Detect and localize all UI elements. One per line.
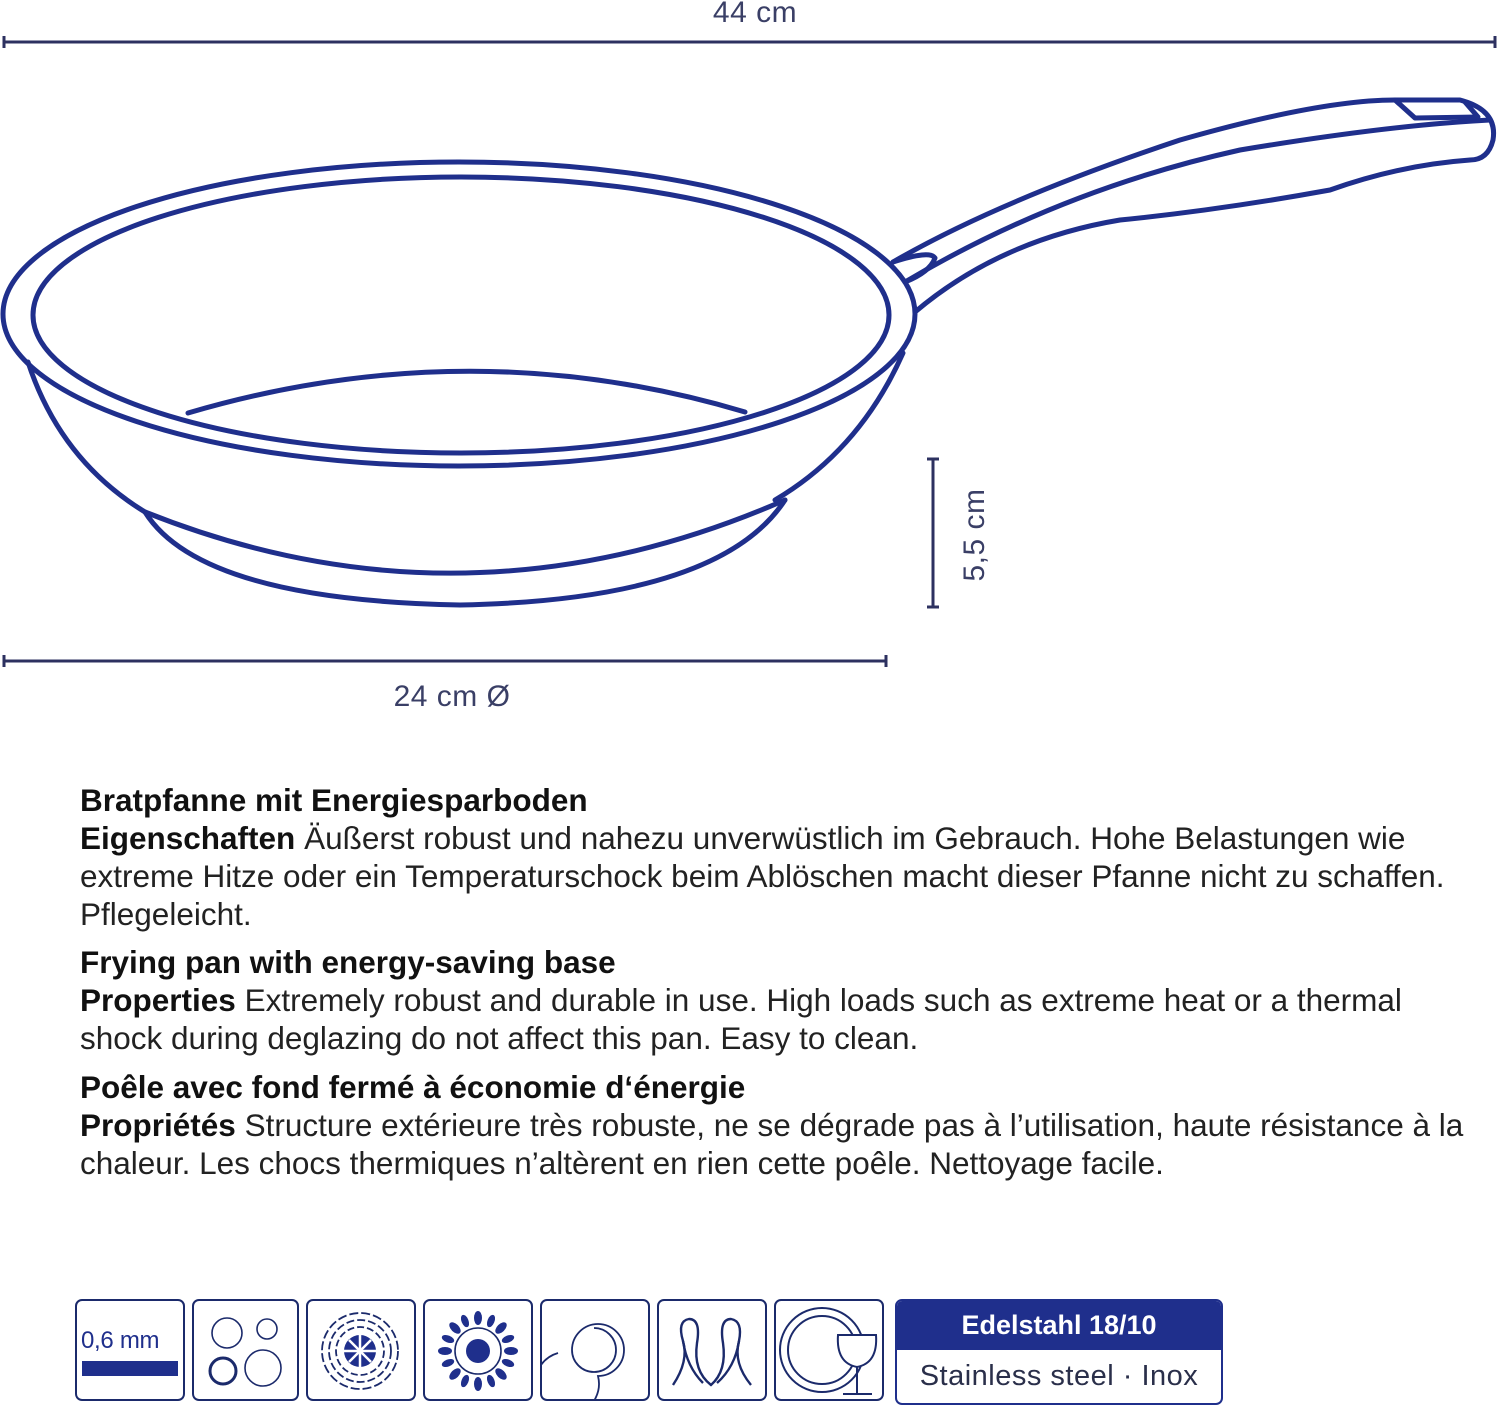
height-dimension-line [927, 459, 939, 607]
ceramic-hob-icon [306, 1299, 416, 1401]
title-german: Bratpfanne mit Energiesparboden [80, 782, 588, 818]
diameter-label: 24 cm Ø [393, 680, 511, 713]
dishwasher-safe-icon [774, 1299, 884, 1401]
diameter-dimension-line [4, 655, 886, 667]
properties-text-english: Extremely robust and durable in use. High loads such as extreme heat or a thermal shock during deglazing do not affect this pan. Easy to clean. [80, 982, 1402, 1056]
properties-label-german: Eigenschaften [80, 820, 296, 856]
base-thickness-icon [75, 1299, 185, 1401]
material-badge-title: Edelstahl 18/10 [897, 1301, 1221, 1350]
material-badge-subtitle: Stainless steel · Inox [919, 1360, 1199, 1392]
description-german [80, 781, 1480, 933]
properties-label-english: Properties [80, 982, 236, 1018]
title-french: Poêle avec fond fermé à économie d‘énergie [80, 1069, 746, 1105]
induction-hob-icon [540, 1299, 650, 1401]
halogen-hob-icon [657, 1299, 767, 1401]
properties-text-german: Äußerst robust und nahezu unverwüstlich im Gebrauch. Hohe Belastungen wie extreme Hitze oder ein Temperaturschock beim Ablöschen macht dieser Pfanne nicht zu schaffen. Pflegeleicht. [80, 820, 1445, 932]
title-english: Frying pan with energy-saving base [80, 944, 616, 980]
height-label [955, 480, 995, 590]
pan-outline [3, 100, 1494, 605]
properties-label-french: Propriétés [80, 1107, 236, 1143]
description-french [80, 1068, 1480, 1182]
height-label-text: 5,5 cm [958, 488, 991, 582]
width-dimension-line [4, 36, 1495, 48]
description-english [80, 943, 1480, 1057]
base-thickness-label: 0,6 mm [81, 1327, 160, 1354]
material-badge [895, 1299, 1223, 1405]
thickness-bar [82, 1361, 178, 1376]
overall-length-label: 44 cm [712, 0, 798, 29]
electric-hob-icon [192, 1299, 299, 1401]
properties-text-french: Structure extérieure très robuste, ne se dégrade pas à l’utilisation, haute résistance à la chaleur. Les chocs thermiques n’altèrent en rien cette poêle. Nettoyage facile. [80, 1107, 1464, 1181]
gas-hob-icon [423, 1299, 533, 1401]
